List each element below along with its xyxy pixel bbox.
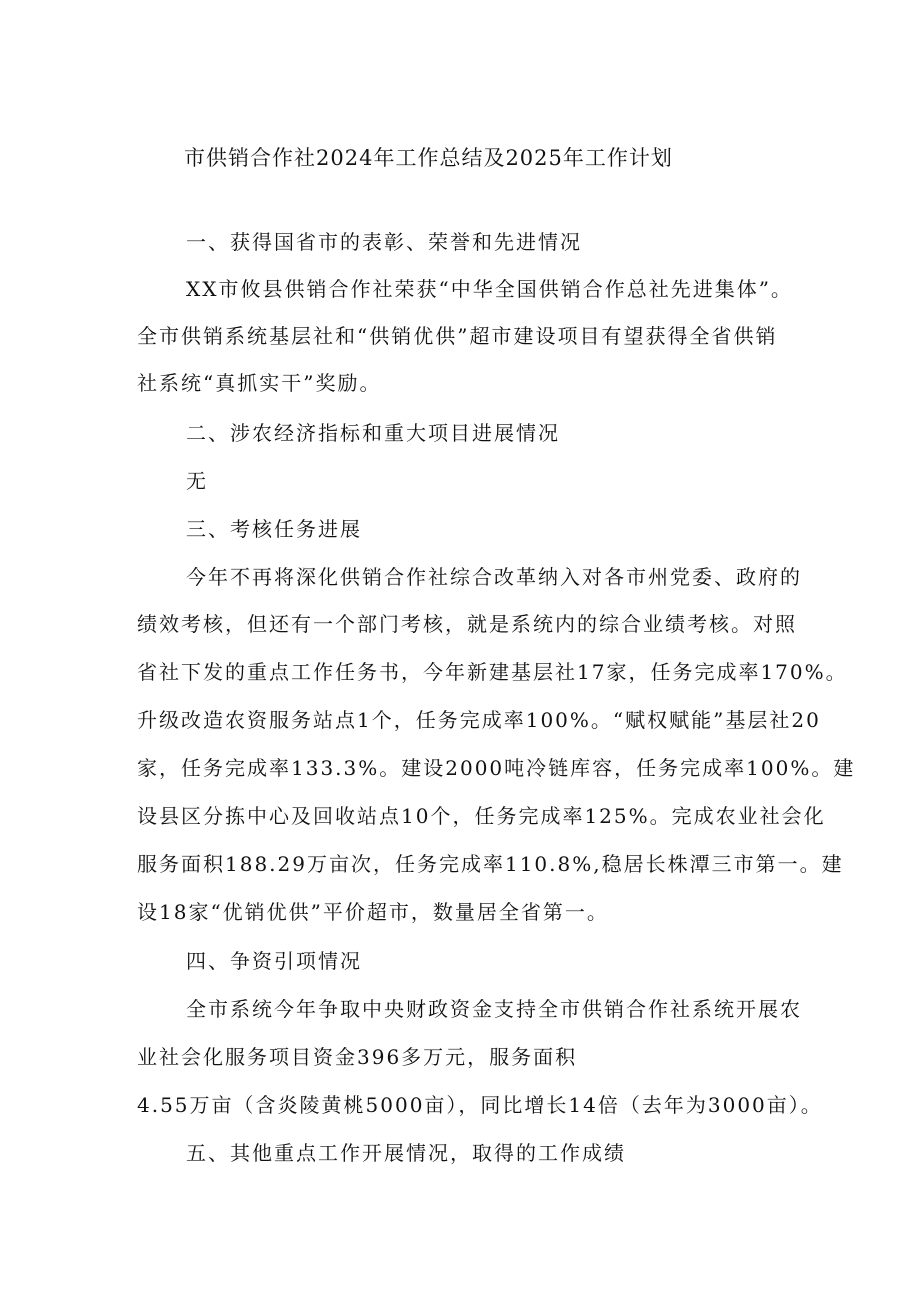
section-heading-1: 一、获得国省市的表彰、荣誉和先进情况 [186,230,582,254]
paragraph-line: 4.55万亩（含炎陵黄桃5000亩），同比增长14倍（去年为3000亩）。 [137,1093,823,1117]
section-heading-5: 五、其他重点工作开展情况，取得的工作成绩 [186,1141,626,1165]
paragraph-line: 家，任务完成率133.3%。建设2000吨冷链库容，任务完成率100%。建 [137,756,856,780]
paragraph-line: 设县区分拣中心及回收站点10个，任务完成率125%。完成农业社会化 [137,804,826,828]
paragraph-line: 全市供销系统基层社和“供销优供”超市建设项目有望获得全省供销 [137,324,778,348]
section-heading-3: 三、考核任务进展 [186,517,362,541]
paragraph-line: 服务面积188.29万亩次，任务完成率110.8%,稳居长株潭三市第一。建 [137,852,844,876]
section-heading-2: 二、涉农经济指标和重大项目进展情况 [186,421,560,445]
paragraph-line: 设18家“优销优供”平价超市，数量居全省第一。 [137,900,609,924]
document-title: 市供销合作社2024年工作总结及2025年工作计划 [184,146,673,170]
section-heading-4: 四、争资引项情况 [186,949,362,973]
paragraph-line: 无 [186,469,208,493]
paragraph-line: 升级改造农资服务站点1个，任务完成率100%。“赋权赋能”基层社20 [137,708,821,732]
paragraph-line: 省社下发的重点工作任务书，今年新建基层社17家，任务完成率170%。 [137,660,848,684]
paragraph-line: XX市攸县供销合作社荣获“中华全国供销合作总社先进集体”。 [186,277,793,301]
paragraph-line: 社系统“真抓实干”奖励。 [137,371,382,395]
paragraph-line: 业社会化服务项目资金396多万元，服务面积 [137,1045,578,1069]
paragraph-line: 今年不再将深化供销合作社综合改革纳入对各市州党委、政府的 [186,565,802,589]
paragraph-line: 绩效考核，但还有一个部门考核，就是系统内的综合业绩考核。对照 [137,612,797,636]
paragraph-line: 全市系统今年争取中央财政资金支持全市供销合作社系统开展农 [186,997,802,1021]
